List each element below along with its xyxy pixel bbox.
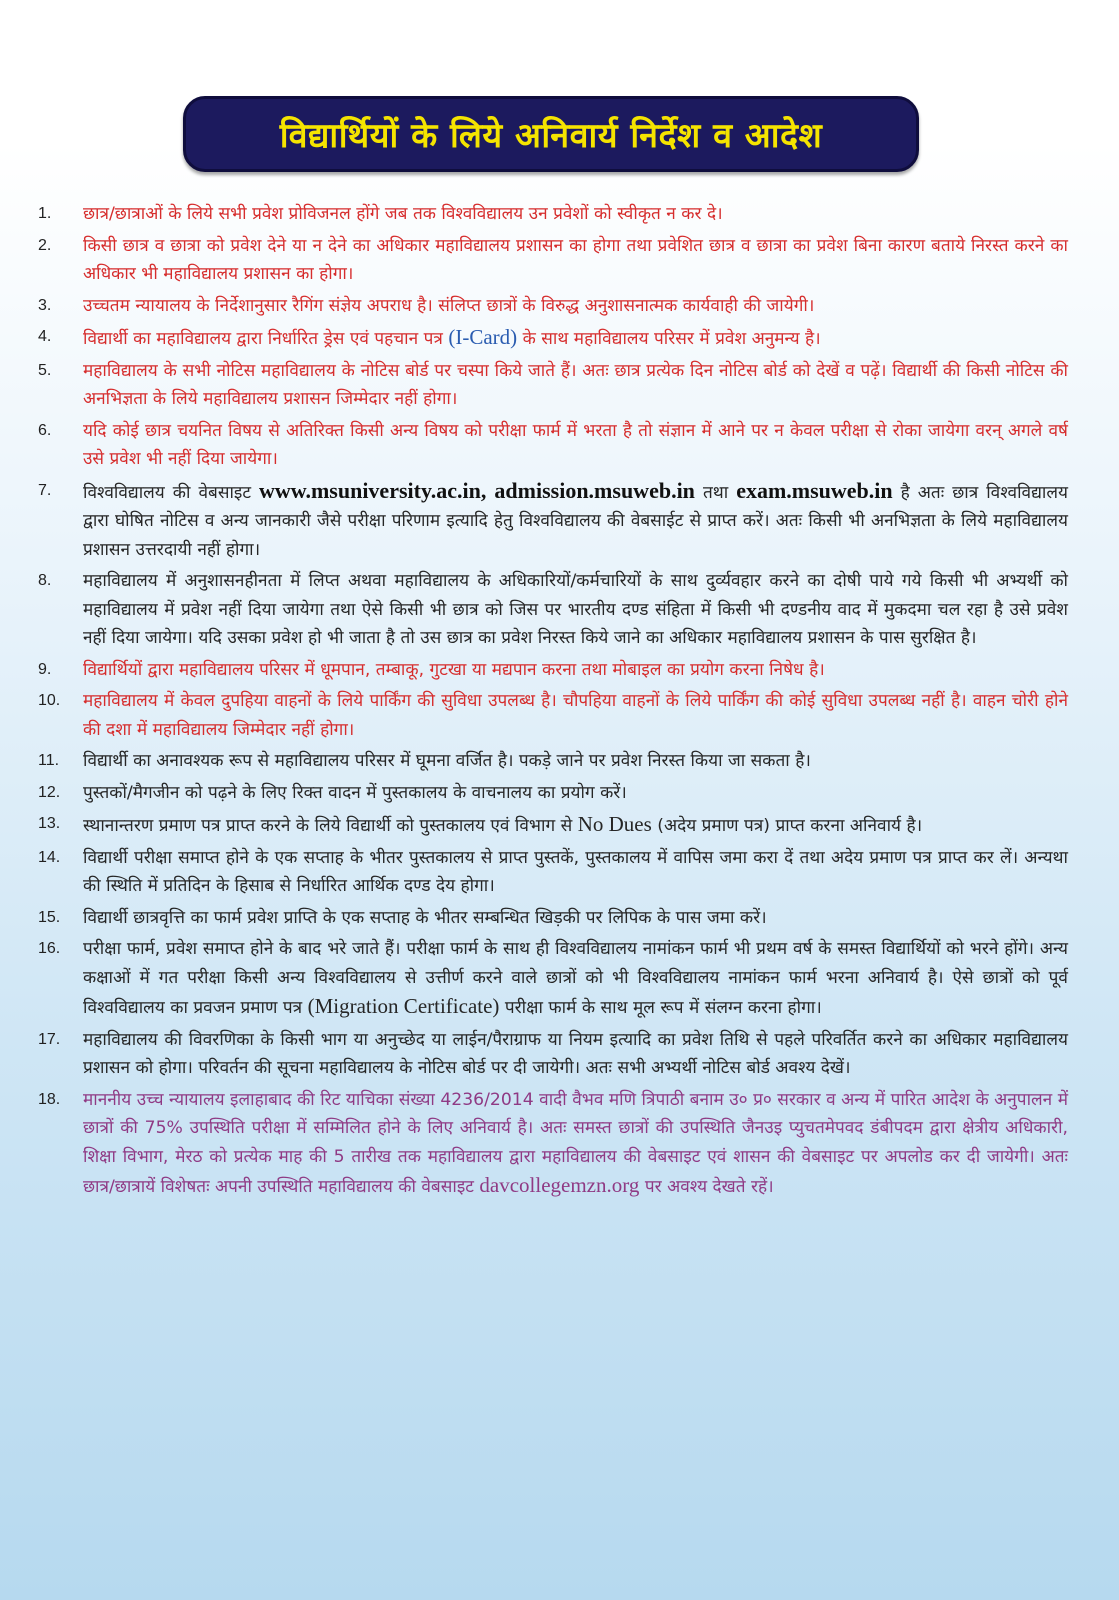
list-item: [38, 1086, 1068, 1202]
list-item: [38, 477, 1068, 565]
list-item: [38, 292, 1068, 321]
list-item: [38, 747, 1068, 776]
item-text-part: स्थानान्तरण प्रमाण पत्र प्राप्त करने के लिये विद्यार्थी को पुस्तकालय एवं विभाग से: [83, 816, 573, 836]
item-number: 7.: [38, 481, 52, 499]
exam-website: exam.msuweb.in: [736, 477, 893, 503]
item-number: 9.: [38, 660, 52, 678]
item-text: उच्चतम न्यायालय के निर्देशानुसार रैगिंग संज्ञेय अपराध है। संलिप्त छात्रों के विरुद्ध अनुशासनात्मक कार्यवाही की जायेगी।: [83, 295, 815, 316]
list-item: [38, 323, 1068, 354]
item-text: पुस्तकों/मैगजीन को पढ़ने के लिए रिक्त वादन में पुस्तकालय के वाचनालय का प्रयोग करें।: [83, 782, 627, 803]
item-text: [83, 810, 1068, 841]
item-text-part: माननीय उच्च न्यायालय इलाहाबाद की रिट याचिका संख्या 4236/2014 वादी वैभव मणि त्रिपाठी बनाम उ० प्र० सरकार व अन्य में पारित आदेश के अनुपालन में छात्रों की 75% उपस्थिति परीक्षा में सम्मिलित होने के लिए अनिवार्य है। अतः समस्त छात्रों की उपस्थिति जैनउइ प्युचतमेपवद डंबीपदम द्वारा क्षेत्रीय अधिकारी, शिक्षा विभाग, मेरठ को प्रत्येक माह की 5 तारीख तक महाविद्यालय द्वारा महाविद्यालय की वेबसाइट एवं शासन की वेबसाइट पर अपलोड कर दी जायेगी। अतः छात्र/छात्रायें विशेषतः अपनी उपस्थिति महाविद्यालय की वेबसाइट: [83, 1089, 1068, 1197]
list-item: [38, 1026, 1068, 1083]
item-number: 4.: [38, 328, 52, 345]
item-number: 10.: [38, 692, 61, 709]
list-item: [38, 656, 1068, 685]
item-text-part: है अतः छात्र विश्वविद्यालय द्वारा घोषित नोटिस व अन्य जानकारी जैसे परीक्षा परिणाम इत्यादि हेतु विश्वविद्यालय की वेबसाईट से प्राप्त करें। अतः किसी भी अनभिज्ञता के लिये महाविद्यालय प्रशासन उत्तरदायी नहीं होगा।: [83, 482, 1068, 560]
item-text-part: परीक्षा फार्म, प्रवेश समाप्त होने के बाद भरे जाते हैं। परीक्षा फार्म के साथ ही विश्वविद्यालय नामांकन फार्म भी प्रथम वर्ष के समस्त विद्यार्थियों को भरने होंगे। अन्य कक्षाओं में गत परीक्षा किसी अन्य विश्वविद्यालय से उत्तीर्ण करने वाले छात्रों को भी विश्वविद्यालय नामांकन फार्म भरना अनिवार्य है। ऐसे छात्रों को पूर्व विश्वविद्यालय का प्रवजन प्रमाण पत्र: [83, 939, 1068, 1018]
item-text: विद्यार्थियों द्वारा महाविद्यालय परिसर में धूमपान, तम्बाकू, गुटखा या मद्यपान करना तथा मोबाइल का प्रयोग करना निषेध है।: [83, 659, 825, 680]
item-number: 8.: [38, 572, 52, 589]
list-item: [38, 935, 1068, 1023]
item-number: 3.: [38, 296, 52, 314]
item-number: 6.: [38, 421, 52, 439]
list-item: [38, 417, 1068, 474]
item-text-part: के साथ महाविद्यालय परिसर में प्रवेश अनुमन्य है।: [522, 329, 821, 349]
item-number: 16.: [38, 940, 61, 957]
item-text: [83, 477, 1068, 565]
list-item: [38, 567, 1068, 653]
item-text: विद्यार्थी का अनावश्यक रूप से महाविद्यालय परिसर में घूमना वर्जित है। पकड़े जाने पर प्रवेश निरस्त किया जा सकता है।: [83, 751, 811, 771]
item-text-part: परीक्षा फार्म के साथ मूल रूप में संलग्न करना होगा।: [504, 998, 822, 1018]
icard-label: (I-Card): [448, 325, 518, 349]
item-text: छात्र/छात्राओं के लिये सभी प्रवेश प्रोविजनल होंगे जब तक विश्वविद्यालय उन प्रवेशों को स्वीकृत न कर दे।: [83, 204, 723, 224]
item-number: 12.: [38, 783, 61, 801]
item-text: महाविद्यालय की विवरणिका के किसी भाग या अनुच्छेद या लाईन/पैराग्राफ या नियम इत्यादि का प्रवेश तिथि से पहले परिवर्तित करने का अधिकार महाविद्यालय प्रशासन को होगा। परिवर्तन की सूचना महाविद्यालय के नोटिस बोर्ड पर दी जायेगी। अतः सभी अभ्यर्थी नोटिस बोर्ड अवश्य देखें।: [83, 1029, 1068, 1078]
item-number: 13.: [38, 815, 61, 832]
migration-label: (Migration Certificate): [307, 994, 500, 1018]
university-website: www.msuniversity.ac.in, admission.msuweb.in: [259, 477, 695, 503]
list-item: [38, 200, 1068, 229]
list-item: [38, 904, 1068, 933]
list-item: [38, 810, 1068, 841]
item-text: महाविद्यालय के सभी नोटिस महाविद्यालय के नोटिस बोर्ड पर चस्पा किये जाते हैं। अतः छात्र प्रत्येक दिन नोटिस बोर्ड को देखें व पढ़ें। विद्यार्थी की किसी नोटिस की अनभिज्ञता के लिये महाविद्यालय प्रशासन जिम्मेदार नहीं होगा।: [83, 360, 1068, 409]
item-number: 1.: [38, 205, 52, 222]
item-text: विद्यार्थी परीक्षा समाप्त होने के एक सप्ताह के भीतर पुस्तकालय से प्राप्त पुस्तकें, पुस्तकालय में वापिस जमा करा दें तथा अदेय प्रमाण पत्र प्राप्त कर लें। अन्यथा की स्थिति में प्रतिदिन के हिसाब से निर्धारित आर्थिक दण्ड देय होगा।: [83, 847, 1068, 896]
item-text-part: तथा: [702, 482, 729, 503]
item-number: 18.: [38, 1090, 61, 1108]
item-number: 2.: [38, 236, 52, 254]
item-text: महाविद्यालय में केवल दुपहिया वाहनों के लिये पार्किंग की सुविधा उपलब्ध है। चौपहिया वाहनों के लिये पार्किंग की कोई सुविधा उपलब्ध नहीं है। वाहन चोरी होने की दशा में महाविद्यालय जिम्मेदार नहीं होगा।: [83, 691, 1068, 740]
list-item: [38, 779, 1068, 808]
item-text-part: (अदेय प्रमाण पत्र) प्राप्त करना अनिवार्य है।: [657, 816, 923, 836]
instructions-list: [38, 200, 1068, 1205]
college-website: davcollegemzn.org: [479, 1173, 640, 1197]
item-text-part: विद्यार्थी का महाविद्यालय द्वारा निर्धारित ड्रेस एवं पहचान पत्र: [83, 329, 443, 349]
list-item: [38, 232, 1068, 289]
item-text: महाविद्यालय में अनुशासनहीनता में लिप्त अथवा महाविद्यालय के अधिकारियों/कर्मचारियों के साथ दुर्व्यवहार करने का दोषी पाये गये किसी भी अभ्यर्थी को महाविद्यालय में प्रवेश नहीं दिया जायेगा तथा ऐसे किसी भी छात्र को जिस पर भारतीय दण्ड संहिता में किसी भी दण्डनीय वाद में मुकदमा चल रहा है उसे प्रवेश नहीं दिया जायेगा। यदि उसका प्रवेश हो भी जाता है तो उस छात्र का प्रवेश निरस्त किये जाने का अधिकार महाविद्यालय प्रशासन के पास सुरक्षित है।: [83, 571, 1068, 648]
title-banner: [183, 96, 919, 172]
item-text-part: विश्वविद्यालय की वेबसाइट: [83, 482, 251, 503]
item-number: 5.: [38, 361, 52, 379]
item-number: 15.: [38, 908, 61, 926]
item-text: विद्यार्थी छात्रवृत्ति का फार्म प्रवेश प्राप्ति के एक सप्ताह के भीतर सम्बन्धित खिड़की पर लिपिक के पास जमा करें।: [83, 907, 767, 928]
item-text: [83, 323, 1068, 354]
page-title: विद्यार्थियों के लिये अनिवार्य निर्देश व आदेश: [279, 116, 823, 156]
item-text: [83, 1086, 1068, 1202]
item-text: यदि कोई छात्र चयनित विषय से अतिरिक्त किसी अन्य विषय को परीक्षा फार्म में भरता है तो संज्ञान में आने पर न केवल परीक्षा से रोका जायेगा वरन् अगले वर्ष उसे प्रवेश भी नहीं दिया जायेगा।: [83, 420, 1068, 469]
item-number: 17.: [38, 1030, 61, 1048]
no-dues-label: No Dues: [577, 812, 652, 836]
item-text-part: पर अवश्य देखते रहें।: [644, 1177, 774, 1197]
item-number: 14.: [38, 848, 61, 866]
item-number: 11.: [38, 752, 60, 769]
list-item: [38, 357, 1068, 414]
item-text: किसी छात्र व छात्रा को प्रवेश देने या न देने का अधिकार महाविद्यालय प्रशासन का होगा तथा प्रवेशित छात्र व छात्रा का प्रवेश बिना कारण बताये निरस्त करने का अधिकार भी महाविद्यालय प्रशासन का होगा।: [83, 235, 1068, 284]
list-item: [38, 844, 1068, 901]
item-text: [83, 935, 1068, 1023]
list-item: [38, 687, 1068, 744]
